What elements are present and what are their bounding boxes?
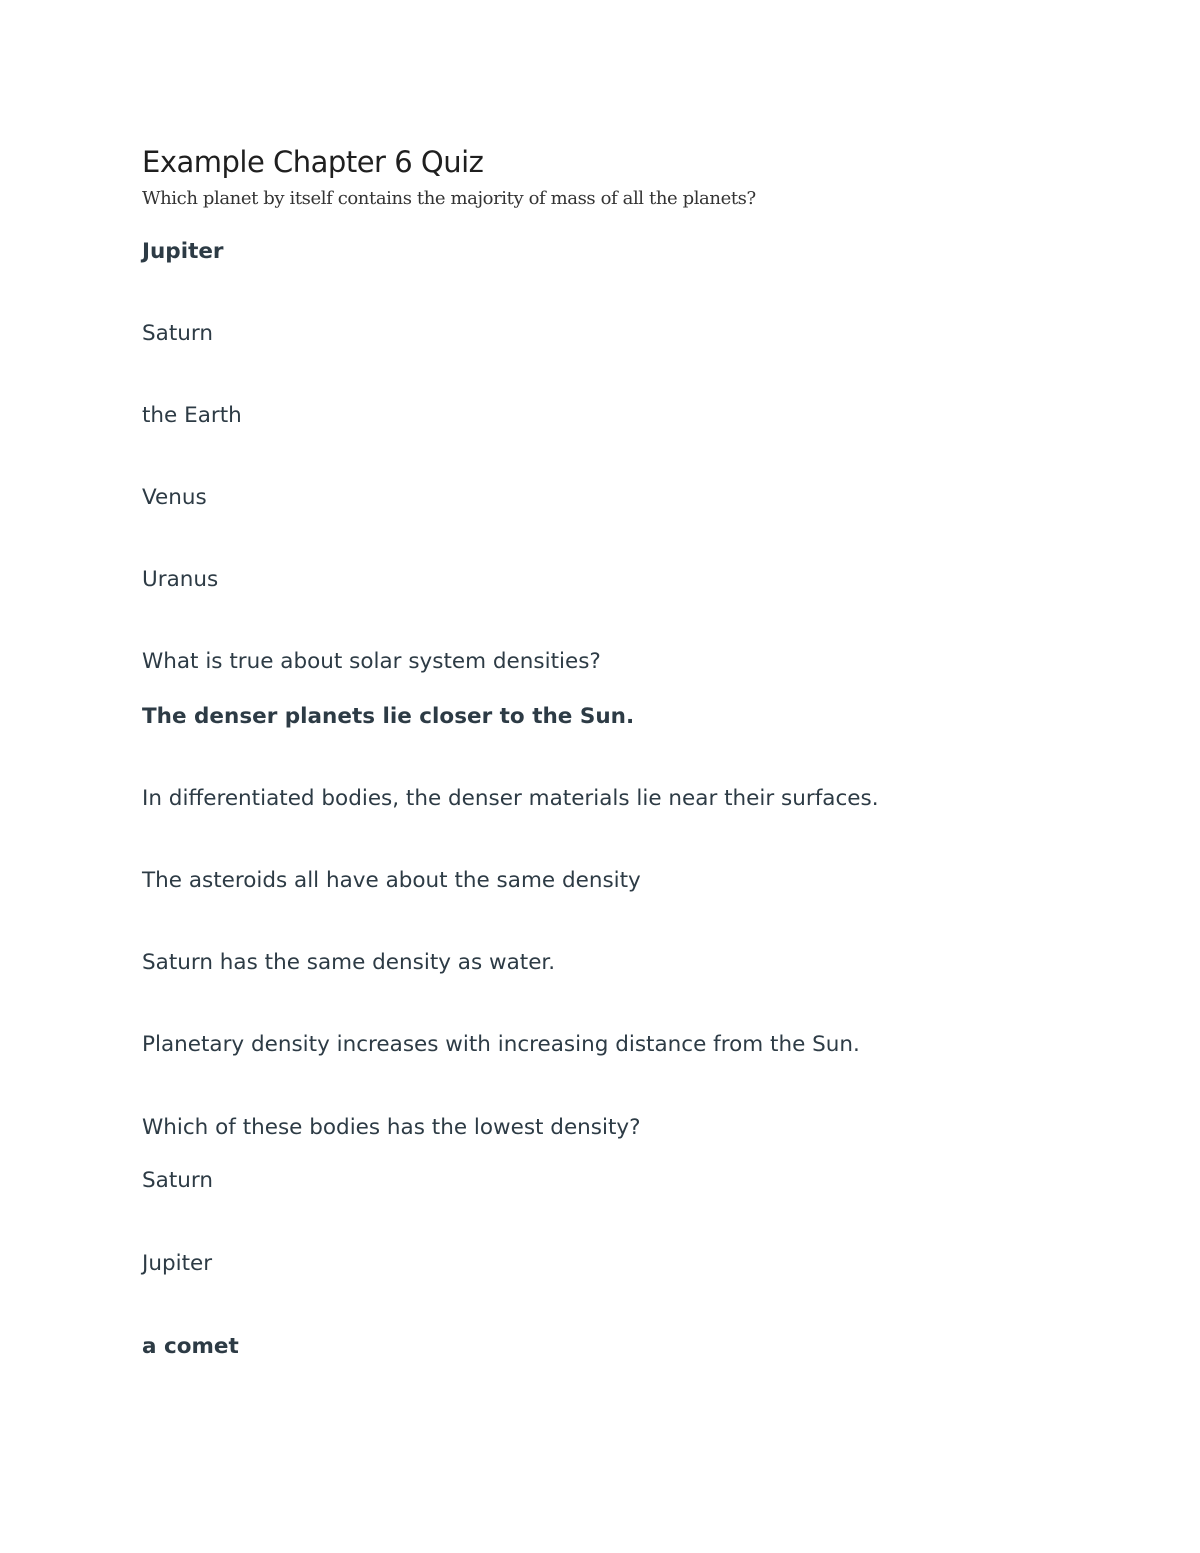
question-2-answer-1-correct: The denser planets lie closer to the Sun. [142,704,635,729]
question-2-answer-5: Planetary density increases with increasing distance from the Sun. [142,1032,860,1057]
question-3-answer-1: Saturn [142,1168,213,1193]
question-3-text: Which of these bodies has the lowest density? [142,1115,641,1140]
question-1-answer-1-correct: Jupiter [142,239,224,264]
question-2-answer-4: Saturn has the same density as water. [142,950,556,975]
question-1-answer-3: the Earth [142,403,242,428]
question-1-answer-4: Venus [142,485,207,510]
question-2-text: What is true about solar system densities? [142,649,601,674]
question-1-answer-5: Uranus [142,567,219,592]
question-3-answer-2: Jupiter [142,1251,213,1276]
question-2-answer-3: The asteroids all have about the same density [142,868,641,893]
question-1-text: Which planet by itself contains the majority of mass of all the planets? [142,188,756,209]
question-2-answer-2: In differentiated bodies, the denser materials lie near their surfaces. [142,786,879,811]
page-title: Example Chapter 6 Quiz [142,145,484,179]
question-1-answer-2: Saturn [142,321,213,346]
question-3-answer-3-correct: a comet [142,1334,239,1359]
